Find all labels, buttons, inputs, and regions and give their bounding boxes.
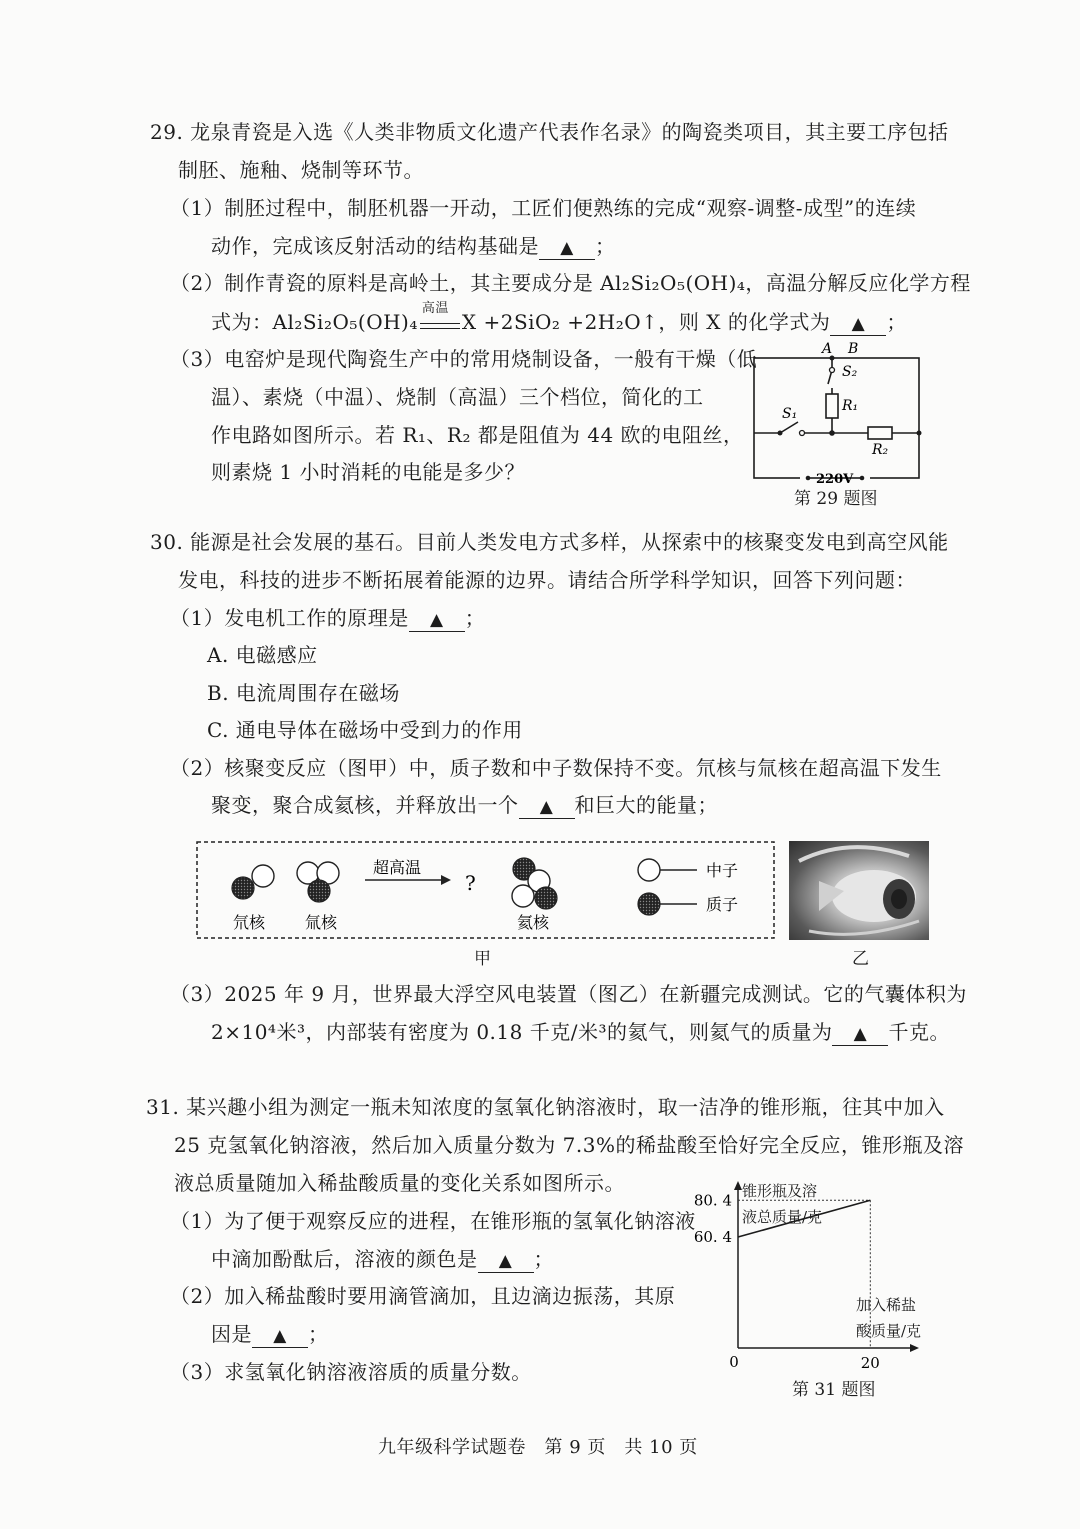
answer-blank[interactable] [539, 235, 595, 260]
triangle-mark-icon: ▲ [498, 1251, 513, 1271]
helium-label: 氦核 [517, 913, 550, 932]
q30-part2-line1: （2）核聚变反应（图甲）中，质子数和中子数保持不变。氘核与氚核在超高温下发生 [170, 756, 942, 780]
q31-part2-line2: 因是 ▲ ； [211, 1322, 329, 1346]
q30-part2-line2: 聚变，聚合成氦核，并释放出一个 ▲ 和巨大的能量； [211, 793, 718, 817]
terminal-a-label: A [822, 341, 833, 357]
q31-stem-line2: 25 克氢氧化钠溶液，然后加入质量分数为 7.3%的稀盐酸至恰好完全反应，锥形瓶及溶 [174, 1133, 964, 1157]
q31-part1-line1: （1）为了便于观察反应的进程，在锥形瓶的氢氧化钠溶液 [170, 1209, 696, 1233]
equation-condition: 高温 [418, 314, 462, 334]
resistor-r2-label: R₂ [872, 442, 889, 458]
airborne-wind-turbine-photo [789, 841, 929, 940]
x-tick-label: 20 [860, 1354, 880, 1370]
chart-xlabel-line2: 酸质量/克 [856, 1322, 922, 1340]
answer-blank[interactable] [409, 607, 465, 632]
q29-part3-line4: 则素烧 1 小时消耗的电能是多少？ [211, 460, 525, 484]
answer-blank[interactable] [478, 1248, 534, 1273]
chart-ylabel-line1: 锥形瓶及溶 [742, 1182, 818, 1200]
q30-stem-line2: 发电，科技的进步不断拓展着能源的边界。请结合所学科学知识，回答下列问题： [178, 568, 916, 592]
condition-label: 超高温 [373, 858, 422, 877]
figure-yi-caption: 乙 [852, 949, 869, 969]
q29-part3-line3: 作电路如图所示。若 R₁、R₂ 都是阻值为 44 欧的电阻丝， [211, 423, 744, 447]
triangle-mark-icon: ▲ [429, 610, 444, 630]
figure-jia-caption: 甲 [474, 949, 491, 969]
q30-part3-line1: （3）2025 年 9 月，世界最大浮空风电装置（图乙）在新疆完成测试。它的气囊体积为 [170, 982, 967, 1006]
answer-blank[interactable] [832, 1021, 888, 1046]
triangle-mark-icon: ▲ [273, 1326, 287, 1346]
neutron-particle [512, 885, 534, 907]
proton-legend-label: 质子 [706, 895, 739, 914]
proton-particle [232, 877, 254, 899]
q31-part3: （3）求氢氧化钠溶液溶质的质量分数。 [170, 1360, 532, 1384]
switch-s1-label: S₁ [782, 406, 798, 422]
proton-particle [535, 887, 557, 909]
answer-blank[interactable] [830, 311, 886, 336]
q29-stem-line2: 制胚、施釉、烧制等环节。 [178, 158, 424, 182]
series-line [738, 1200, 870, 1237]
q29-part1-line1: （1）制胚过程中，制胚机器一开动，工匠们便熟练的完成“观察-调整-成型”的连续 [170, 196, 917, 220]
y-axis-arrow-icon [734, 1181, 742, 1190]
neutron-legend-icon [638, 859, 660, 881]
fusion-diagram [195, 840, 777, 940]
resistor-r1-label: R₁ [842, 398, 859, 414]
neutron-particle [252, 865, 274, 887]
tritium-label: 氚核 [305, 913, 338, 932]
voltage-label: 220V [816, 472, 854, 487]
q29-stem-line1: 29. 龙泉青瓷是入选《人类非物质文化遗产代表作名录》的陶瓷类项目，其主要工序包括 [150, 120, 949, 144]
q30-option-a: A. 电磁感应 [207, 643, 318, 667]
answer-blank[interactable] [252, 1323, 308, 1348]
terminal-b-label: B [848, 341, 859, 357]
chart-xlabel-line1: 加入稀盐 [856, 1296, 917, 1314]
q29-part3-line1: （3）电窑炉是现代陶瓷生产中的常用烧制设备，一般有干燥（低 [170, 347, 758, 371]
y-tick-label: 80. 4 [693, 1191, 732, 1210]
chart-ylabel-line2: 液总质量/克 [742, 1208, 823, 1226]
q30-option-c: C. 通电导体在磁场中受到力的作用 [207, 718, 523, 742]
triangle-mark-icon: ▲ [539, 797, 554, 817]
answer-blank[interactable] [519, 794, 575, 819]
figure-31-caption: 第 31 题图 [792, 1380, 876, 1400]
q31-part2-line1: （2）加入稀盐酸时要用滴管滴加，且边滴边振荡，其原 [170, 1284, 676, 1308]
arrow-right-icon [441, 875, 451, 885]
q30-stem-line1: 30. 能源是社会发展的基石。目前人类发电方式多样，从探索中的核聚变发电到高空风能 [150, 530, 949, 554]
q30-option-b: B. 电流周围存在磁场 [207, 681, 400, 705]
question-mark: ? [465, 871, 476, 895]
neutron-legend-label: 中子 [706, 861, 739, 880]
q31-stem-line3: 液总质量随加入稀盐酸质量的变化关系如图所示。 [174, 1171, 625, 1195]
q31-stem-line1: 31. 某兴趣小组为测定一瓶未知浓度的氢氧化钠溶液时，取一洁净的锥形瓶，往其中加入 [146, 1095, 945, 1119]
triangle-mark-icon: ▲ [853, 1024, 868, 1044]
q30-part1: （1）发电机工作的原理是 ▲ ； [170, 606, 486, 630]
page-footer: 九年级科学试题卷 第 9 页 共 10 页 [378, 1437, 698, 1458]
proton-legend-icon [638, 893, 660, 915]
triangle-mark-icon: ▲ [851, 314, 866, 334]
x-tick-label: 0 [729, 1353, 739, 1370]
switch-s2-label: S₂ [842, 364, 858, 380]
figure-29-caption: 第 29 题图 [794, 489, 878, 509]
deuterium-label: 氘核 [233, 913, 266, 932]
triangle-mark-icon: ▲ [560, 238, 574, 258]
q29-part3-line2: 温）、素烧（中温）、烧制（高温）三个档位，简化的工 [211, 385, 704, 409]
q31-part1-line2: 中滴加酚酞后，溶液的颜色是 ▲ ； [211, 1247, 554, 1271]
mass-chart [690, 1170, 920, 1370]
x-axis-arrow-icon [910, 1344, 919, 1352]
proton-particle [308, 880, 330, 902]
y-tick-label: 60. 4 [693, 1228, 732, 1247]
q29-part1-line2: 动作，完成该反射活动的结构基础是 ▲ ； [211, 234, 616, 258]
q30-part3-line2: 2×10⁴米³，内部装有密度为 0.18 千克/米³的氦气，则氦气的质量为 ▲ 千克。 [211, 1020, 950, 1044]
q29-part2-line2: 式为：Al₂Si₂O₅(OH)₄ 高温 X +2SiO₂ +2H₂O↑，则 X 的化学式为 ▲ ； [211, 300, 907, 334]
q29-part2-line1: （2）制作青瓷的原料是高岭土，其主要成分是 Al₂Si₂O₅(OH)₄，高温分解反应化学方程 [170, 271, 971, 295]
